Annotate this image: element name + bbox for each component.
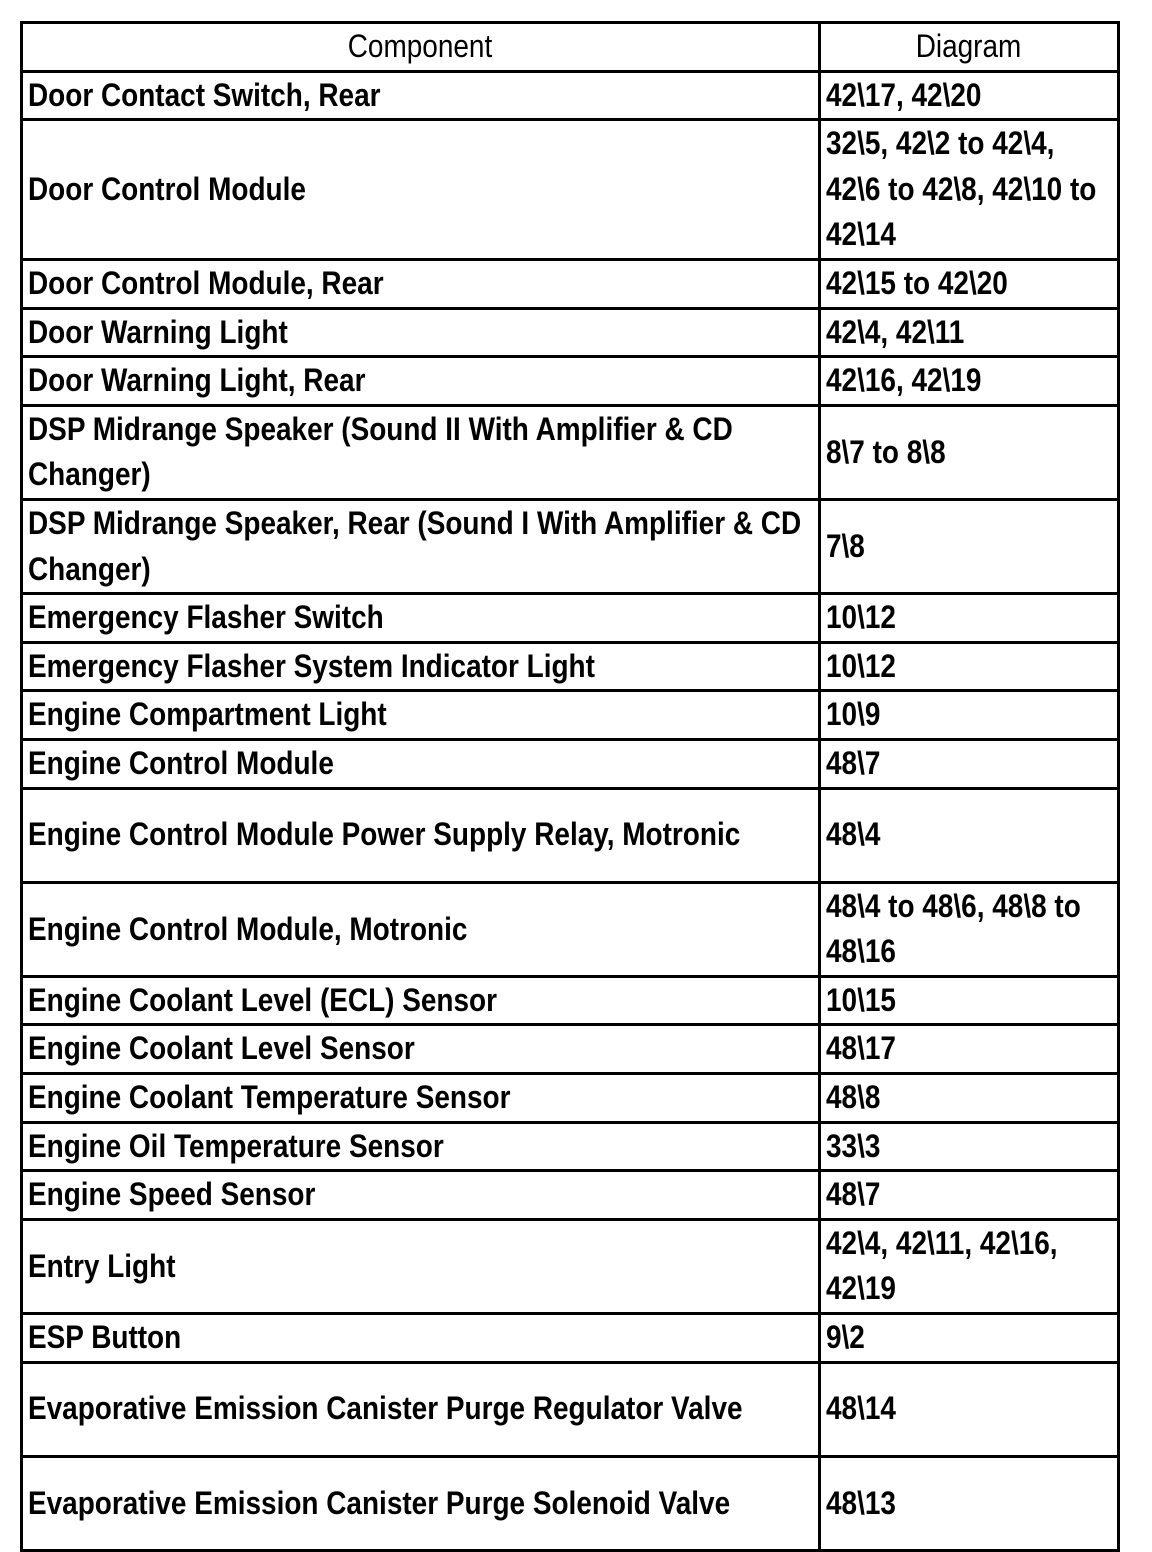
component-diagram-table	[20, 21, 1120, 1552]
table-row	[22, 788, 1119, 882]
diagram-cell: 8\7 to 8\8	[820, 405, 1119, 499]
component-cell: Evaporative Emission Canister Purge Regulator Valve	[22, 1362, 820, 1456]
diagram-cell: 9\2	[820, 1314, 1119, 1363]
diagram-cell: 7\8	[820, 499, 1119, 593]
table-row	[22, 976, 1119, 1025]
component-cell: Evaporative Emission Canister Purge Solenoid Valve	[22, 1456, 820, 1550]
table-header-row	[22, 23, 1119, 72]
diagram-cell: 48\17	[820, 1025, 1119, 1074]
table-row	[22, 1314, 1119, 1363]
table-row	[22, 1219, 1119, 1313]
diagram-cell: 48\4	[820, 788, 1119, 882]
table-row	[22, 405, 1119, 499]
component-cell: Door Contact Switch, Rear	[22, 71, 820, 120]
table-row	[22, 1362, 1119, 1456]
diagram-cell: 10\15	[820, 976, 1119, 1025]
table-row	[22, 259, 1119, 308]
diagram-cell: 10\9	[820, 691, 1119, 740]
diagram-cell: 42\4, 42\11	[820, 308, 1119, 357]
component-cell: Engine Coolant Level Sensor	[22, 1025, 820, 1074]
component-cell: Engine Control Module Power Supply Relay, Motronic	[22, 788, 820, 882]
table-row	[22, 1122, 1119, 1171]
diagram-cell: 42\17, 42\20	[820, 71, 1119, 120]
table-row	[22, 120, 1119, 260]
component-cell: DSP Midrange Speaker (Sound II With Amplifier & CD Changer)	[22, 405, 820, 499]
component-cell: Engine Control Module, Motronic	[22, 882, 820, 976]
diagram-cell: 42\16, 42\19	[820, 357, 1119, 406]
table-row	[22, 308, 1119, 357]
component-cell: Emergency Flasher System Indicator Light	[22, 642, 820, 691]
component-cell: Engine Compartment Light	[22, 691, 820, 740]
component-column-header: Component	[22, 23, 820, 72]
diagram-cell: 48\7	[820, 739, 1119, 788]
table-row	[22, 1456, 1119, 1550]
diagram-cell: 48\14	[820, 1362, 1119, 1456]
table-row	[22, 691, 1119, 740]
table-row	[22, 642, 1119, 691]
component-cell: Door Warning Light	[22, 308, 820, 357]
component-cell: Engine Coolant Level (ECL) Sensor	[22, 976, 820, 1025]
diagram-cell: 32\5, 42\2 to 42\4, 42\6 to 42\8, 42\10 to 42\14	[820, 120, 1119, 260]
component-cell: Door Control Module	[22, 120, 820, 260]
diagram-cell: 48\7	[820, 1171, 1119, 1220]
diagram-cell: 10\12	[820, 594, 1119, 643]
component-cell: Entry Light	[22, 1219, 820, 1313]
component-cell: ESP Button	[22, 1314, 820, 1363]
diagram-cell: 42\4, 42\11, 42\16, 42\19	[820, 1219, 1119, 1313]
component-cell: DSP Midrange Speaker, Rear (Sound I With Amplifier & CD Changer)	[22, 499, 820, 593]
table-row	[22, 357, 1119, 406]
component-cell: Engine Coolant Temperature Sensor	[22, 1074, 820, 1123]
diagram-cell: 33\3	[820, 1122, 1119, 1171]
component-cell: Door Warning Light, Rear	[22, 357, 820, 406]
diagram-column-header: Diagram	[820, 23, 1119, 72]
component-cell: Door Control Module, Rear	[22, 259, 820, 308]
table-row	[22, 71, 1119, 120]
component-cell: Engine Oil Temperature Sensor	[22, 1122, 820, 1171]
table-row	[22, 499, 1119, 593]
component-cell: Emergency Flasher Switch	[22, 594, 820, 643]
table-row	[22, 594, 1119, 643]
component-cell: Engine Speed Sensor	[22, 1171, 820, 1220]
table-row	[22, 1074, 1119, 1123]
component-cell: Engine Control Module	[22, 739, 820, 788]
diagram-cell: 48\4 to 48\6, 48\8 to 48\16	[820, 882, 1119, 976]
table-row	[22, 1171, 1119, 1220]
diagram-cell: 42\15 to 42\20	[820, 259, 1119, 308]
diagram-cell: 48\13	[820, 1456, 1119, 1550]
table-row	[22, 1025, 1119, 1074]
table-row	[22, 882, 1119, 976]
table-row	[22, 739, 1119, 788]
diagram-cell: 48\8	[820, 1074, 1119, 1123]
diagram-cell: 10\12	[820, 642, 1119, 691]
